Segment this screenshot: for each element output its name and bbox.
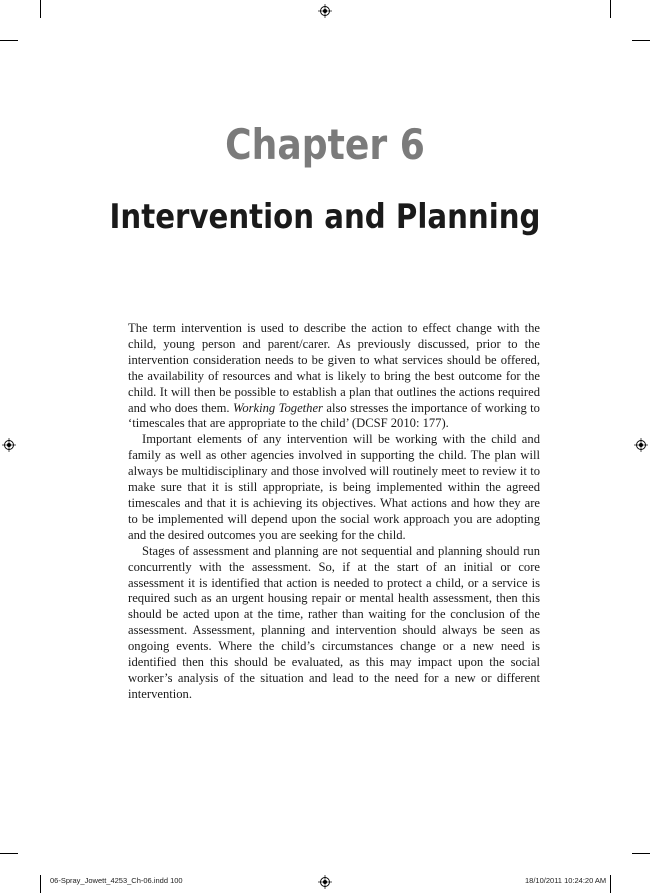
crop-mark	[0, 40, 18, 41]
crop-mark	[40, 0, 41, 18]
registration-target-icon	[634, 438, 648, 452]
crop-mark	[610, 0, 611, 18]
crop-mark	[632, 853, 650, 854]
file-info: 06-Spray_Jowett_4253_Ch-06.indd 100	[50, 876, 183, 885]
timestamp: 18/10/2011 10:24:20 AM	[525, 876, 607, 885]
crop-mark	[0, 853, 18, 854]
registration-target-icon	[318, 875, 332, 889]
chapter-number: Chapter 6	[225, 120, 425, 169]
chapter-body	[128, 321, 540, 703]
chapter-title: Intervention and Planning	[109, 197, 541, 237]
crop-mark	[40, 875, 41, 893]
paragraph: The term intervention is used to describe the action to effect change with the child, young person and parent/carer. As previously discussed, prior to the intervention consideration needs to be given to what services should be offered, the availability of resources and what is likely to bring the best outcome for the child. It will then be possible to establish a plan that outlines the actions required and who does them. Working Together also stresses the importance of working to ‘timescales that are appropriate to the child’ (DCSF 2010: 177).	[128, 321, 540, 431]
paragraph: Important elements of any intervention will be working with the child and family as well as other agencies involved in supporting the child. The plan will always be multidisciplinary and those involved will routinely meet to review it to make sure that it is still appropriate, is being implemented within the agreed timescales and that it is achieving its objectives. What actions and how they are to be implemented will depend upon the social work approach you are adopting and the desired outcomes you are seeking for the child.	[128, 432, 540, 542]
crop-mark	[610, 875, 611, 893]
registration-target-icon	[2, 438, 16, 452]
crop-mark	[632, 40, 650, 41]
italic-title: Working Together	[232, 400, 323, 415]
paragraph: Stages of assessment and planning are not sequential and planning should run concurrently with the assessment. So, if at the start of an initial or core assessment it is identified that action is needed to protect a child, or a service is required such as an urgent housing repair or mental health assessment, then this should be acted upon at the time, rather than waiting for the conclusion of the assessment. Assessment, planning and intervention should always be seen as ongoing events. Where the child’s circumstances change or a new need is identified then this should be evaluated, as this may impact upon the social worker’s analysis of the situation and lead to the need for a new or different intervention.	[128, 543, 540, 701]
registration-target-icon	[318, 4, 332, 18]
